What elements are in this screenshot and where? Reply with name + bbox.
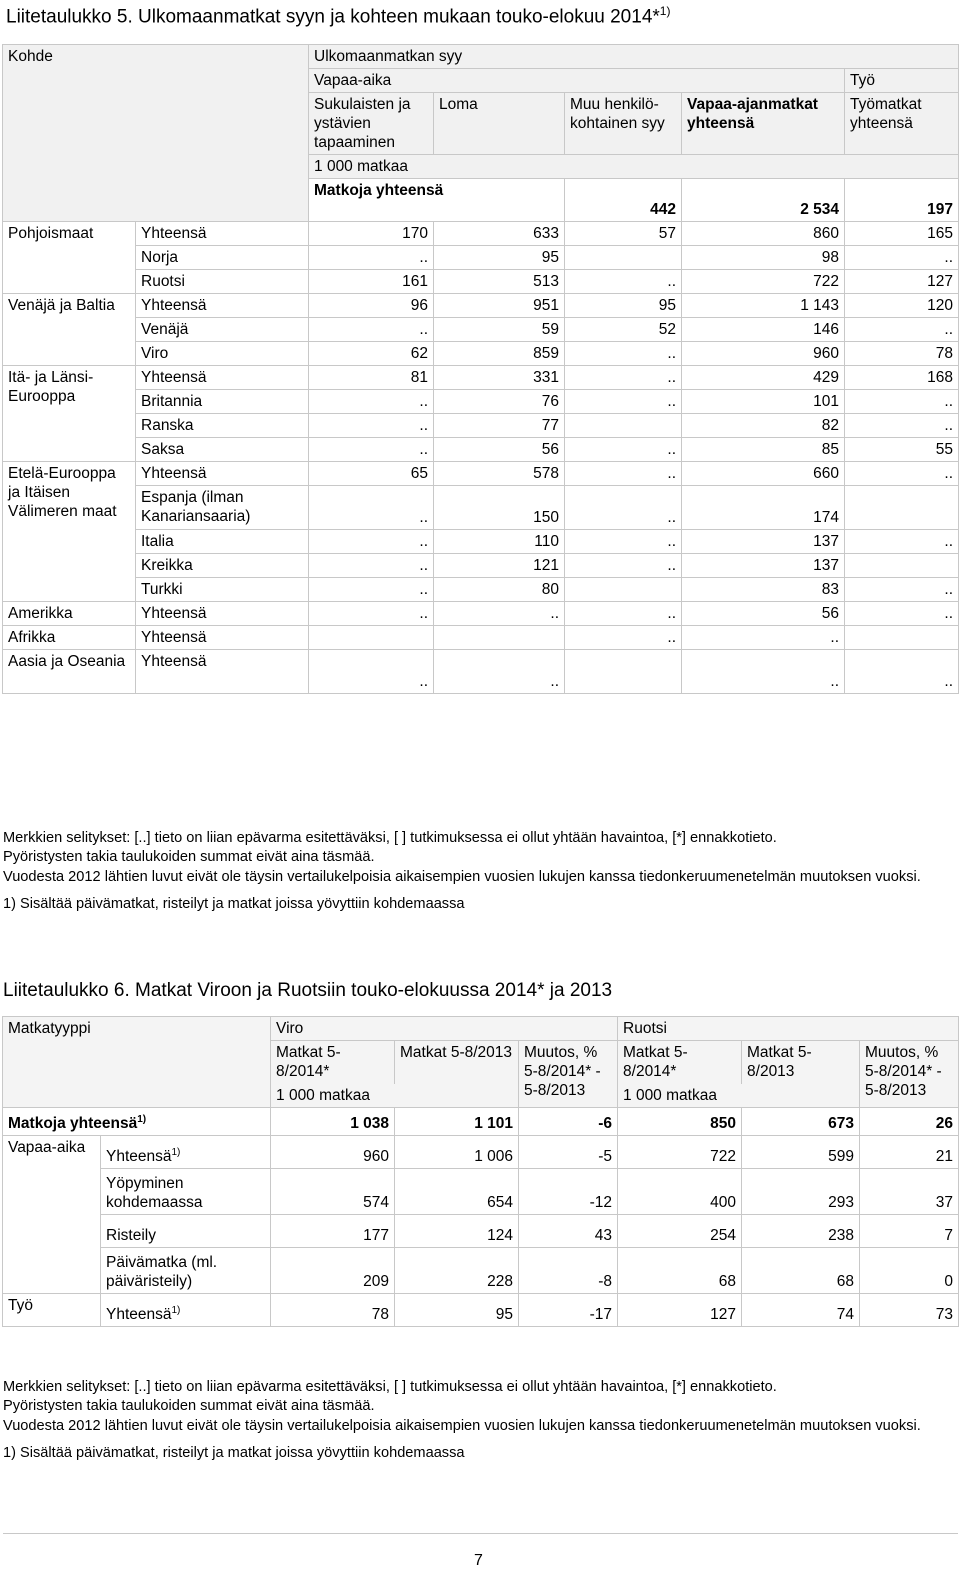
cell: .. [565, 390, 682, 414]
cell: .. [309, 486, 434, 530]
cell: 960 [682, 342, 845, 366]
cell: 83 [682, 578, 845, 602]
cell: .. [309, 602, 434, 626]
row-group-label: Aasia ja Oseania [3, 650, 136, 694]
cell: 513 [434, 270, 565, 294]
cell: .. [565, 366, 682, 390]
table-row [3, 626, 959, 650]
table-row [3, 578, 959, 602]
cell [845, 554, 959, 578]
cell: 722 [618, 1136, 742, 1169]
cell: .. [309, 650, 434, 694]
cell: 127 [618, 1294, 742, 1327]
row-label: Turkki [136, 578, 309, 602]
note-rounding: Pyöristysten takia taulukoiden summat eivät aina täsmää. [3, 849, 375, 866]
cell: 197 [845, 179, 959, 222]
row-group-label: Etelä-Eurooppa ja Itäisen Välimeren maat [3, 462, 136, 602]
cell: 578 [434, 462, 565, 486]
note-rounding: Pyöristysten takia taulukoiden summat eivät aina täsmää. [3, 1398, 375, 1415]
row-label: Ruotsi [136, 270, 309, 294]
note-legend: Merkkien selitykset: [..] tieto on liian epävarma esitettäväksi, [ ] tutkimuksessa ei ollut yhtään havaintoa, [*] ennakkotieto. [3, 830, 777, 846]
row-group-label: Vapaa-aika [3, 1136, 101, 1294]
cell: 1 038 [271, 1108, 395, 1136]
table-row [3, 602, 959, 626]
cell: 85 [682, 438, 845, 462]
header-syy: Ulkomaanmatkan syy [309, 45, 959, 69]
table-row [3, 294, 959, 318]
table-row [3, 530, 959, 554]
cell: 68 [742, 1248, 860, 1294]
cell: .. [845, 602, 959, 626]
row-label: Italia [136, 530, 309, 554]
header-viro-muutos: Muutos, % 5-8/2014* - 5-8/2013 [519, 1041, 618, 1108]
note-comparability: Vuodesta 2012 lähtien luvut eivät ole täysin vertailukelpoisia aikaisempien vuosien lukujen kanssa tiedonkeruumenetelmän muutoksen vuoksi. [3, 868, 921, 885]
cell: 146 [682, 318, 845, 342]
cell [845, 486, 959, 530]
cell: .. [309, 438, 434, 462]
row-label: Viro [136, 342, 309, 366]
row-label: Yhteensä$^{1)}$ [101, 1294, 271, 1327]
cell: 81 [309, 366, 434, 390]
table6-total-row [3, 1108, 959, 1136]
cell: 150 [434, 486, 565, 530]
table-row [3, 1136, 959, 1169]
table6-title: Liitetaulukko 6. Matkat Viroon ja Ruotsiin touko-elokuussa 2014* ja 2013 [3, 980, 613, 1001]
cell: .. [565, 462, 682, 486]
cell: .. [845, 578, 959, 602]
row-label: Yhteensä [136, 626, 309, 650]
cell: 77 [434, 414, 565, 438]
row-label: Risteily [101, 1215, 271, 1248]
table-row [3, 222, 959, 246]
table6-notes [3, 1378, 958, 1464]
row-group-label: Afrikka [3, 626, 136, 650]
cell: 78 [845, 342, 959, 366]
table5-title: Liitetaulukko 5. Ulkomaanmatkat syyn ja kohteen mukaan touko-elokuu 2014*$^{1)}$ [6, 4, 671, 28]
cell: 101 [682, 390, 845, 414]
note-legend: Merkkien selitykset: [..] tieto on liian epävarma esitettäväksi, [ ] tutkimuksessa ei ollut yhtään havaintoa, [*] ennakkotieto. [3, 1379, 777, 1395]
row-label: Yhteensä [136, 222, 309, 246]
header-ruotsi-muutos: Muutos, % 5-8/2014* - 5-8/2013 [860, 1041, 959, 1108]
cell: 859 [434, 342, 565, 366]
cell: 1 143 [682, 294, 845, 318]
cell: .. [845, 414, 959, 438]
cell: 960 [271, 1136, 395, 1169]
note-footnote: 1) Sisältää päivämatkat, risteilyt ja matkat joissa yövyttiin kohdemaassa [3, 896, 465, 913]
cell: 1 101 [395, 1108, 519, 1136]
cell: .. [309, 578, 434, 602]
cell: .. [682, 626, 845, 650]
cell: 127 [845, 270, 959, 294]
note-footnote: 1) Sisältää päivämatkat, risteilyt ja matkat joissa yövyttiin kohdemaassa [3, 1445, 465, 1462]
header-viro-2014: Matkat 5-8/2014* [271, 1041, 395, 1084]
cell: 331 [434, 366, 565, 390]
cell: 654 [395, 1169, 519, 1215]
row-label: Espanja (ilman Kanariansaaria) [136, 486, 309, 530]
row-label: Päivämatka (ml. päiväristeily) [101, 1248, 271, 1294]
cell: 673 [742, 1108, 860, 1136]
cell [565, 414, 682, 438]
cell: .. [565, 486, 682, 530]
cell: .. [845, 246, 959, 270]
cell [309, 626, 434, 650]
row-label: Yhteensä [136, 294, 309, 318]
cell: 95 [395, 1294, 519, 1327]
cell: 120 [845, 294, 959, 318]
table-row [3, 1294, 959, 1327]
cell: 633 [434, 222, 565, 246]
cell: 254 [618, 1215, 742, 1248]
header-kohde: Kohde [3, 45, 309, 222]
table-row [3, 366, 959, 390]
cell: 850 [618, 1108, 742, 1136]
row-label: Venäjä [136, 318, 309, 342]
cell: 442 [565, 179, 682, 222]
table-row [3, 342, 959, 366]
header-ruotsi-2013: Matkat 5-8/2013 [742, 1041, 860, 1084]
cell: 209 [271, 1248, 395, 1294]
row-label: Yhteensä [136, 650, 309, 694]
table-row [3, 650, 959, 694]
table5-notes [3, 829, 958, 915]
header-ruotsi-unit: 1 000 matkaa [618, 1084, 860, 1108]
cell: -12 [519, 1169, 618, 1215]
cell: 722 [682, 270, 845, 294]
cell: 80 [434, 578, 565, 602]
header-viro-unit: 1 000 matkaa [271, 1084, 519, 1108]
cell: 170 [309, 222, 434, 246]
row-label: Kreikka [136, 554, 309, 578]
row-label: Yhteensä [136, 602, 309, 626]
cell: 98 [682, 246, 845, 270]
table-row [3, 270, 959, 294]
cell: .. [309, 530, 434, 554]
table6 [2, 1016, 959, 1327]
table-row [3, 1169, 959, 1215]
header-ruotsi-2014: Matkat 5-8/2014* [618, 1041, 742, 1084]
cell: .. [434, 650, 565, 694]
header-unit: 1 000 matkaa [309, 155, 959, 179]
cell: .. [434, 602, 565, 626]
cell: 55 [845, 438, 959, 462]
cell: 137 [682, 554, 845, 578]
cell: 599 [742, 1136, 860, 1169]
cell: 860 [682, 222, 845, 246]
header-col1: Sukulaisten ja ystävien tapaaminen [309, 93, 434, 155]
cell: 124 [395, 1215, 519, 1248]
cell: -6 [519, 1108, 618, 1136]
header-vapaa-aika: Vapaa-aika [309, 69, 845, 93]
cell: 37 [860, 1169, 959, 1215]
cell: 56 [682, 602, 845, 626]
cell: .. [845, 390, 959, 414]
row-label: Yhteensä [136, 462, 309, 486]
cell: 95 [565, 294, 682, 318]
cell: 59 [434, 318, 565, 342]
cell: .. [309, 554, 434, 578]
table-row [3, 554, 959, 578]
cell: 74 [742, 1294, 860, 1327]
header-col4: Vapaa-ajanmatkat yhteensä [682, 93, 845, 155]
cell: 1 006 [395, 1136, 519, 1169]
row-label: Yhteensä$^{1)}$ [101, 1136, 271, 1169]
cell: .. [565, 554, 682, 578]
cell: -8 [519, 1248, 618, 1294]
cell: 57 [565, 222, 682, 246]
table-row [3, 486, 959, 530]
cell: .. [309, 318, 434, 342]
cell: 174 [682, 486, 845, 530]
table5 [2, 44, 959, 694]
cell: 137 [682, 530, 845, 554]
table-row [3, 318, 959, 342]
row-group-label: Amerikka [3, 602, 136, 626]
cell [565, 246, 682, 270]
cell: 62 [309, 342, 434, 366]
total-label: Matkoja yhteensä [309, 179, 565, 222]
cell: 121 [434, 554, 565, 578]
cell: .. [845, 318, 959, 342]
note-comparability: Vuodesta 2012 lähtien luvut eivät ole täysin vertailukelpoisia aikaisempien vuosien lukujen kanssa tiedonkeruumenetelmän muutoksen vuoksi. [3, 1417, 921, 1434]
cell: 574 [271, 1169, 395, 1215]
header-col2: Loma [434, 93, 565, 155]
header-ruotsi: Ruotsi [618, 1017, 959, 1041]
cell: 82 [682, 414, 845, 438]
cell: 65 [309, 462, 434, 486]
cell: 168 [845, 366, 959, 390]
cell: 76 [434, 390, 565, 414]
cell: .. [565, 602, 682, 626]
cell: 951 [434, 294, 565, 318]
cell: 73 [860, 1294, 959, 1327]
cell: .. [309, 390, 434, 414]
row-label: Yöpyminen kohdemaassa [101, 1169, 271, 1215]
cell: -17 [519, 1294, 618, 1327]
total-label: Matkoja yhteensä$^{1)}$ [3, 1108, 271, 1136]
cell: 7 [860, 1215, 959, 1248]
cell: .. [565, 438, 682, 462]
cell [845, 626, 959, 650]
cell: 26 [860, 1108, 959, 1136]
cell [434, 626, 565, 650]
cell: 0 [860, 1248, 959, 1294]
cell: 660 [682, 462, 845, 486]
cell: 177 [271, 1215, 395, 1248]
header-tyo: Työ [845, 69, 959, 93]
cell: 68 [618, 1248, 742, 1294]
cell [565, 578, 682, 602]
cell: 165 [845, 222, 959, 246]
cell: .. [845, 462, 959, 486]
cell: 228 [395, 1248, 519, 1294]
row-label: Britannia [136, 390, 309, 414]
cell: 95 [434, 246, 565, 270]
cell: .. [565, 626, 682, 650]
cell: 238 [742, 1215, 860, 1248]
cell: 429 [682, 366, 845, 390]
cell: 161 [309, 270, 434, 294]
table-row [3, 1215, 959, 1248]
cell: 293 [742, 1169, 860, 1215]
cell: .. [565, 270, 682, 294]
cell: 400 [618, 1169, 742, 1215]
header-col3: Muu henkilö-kohtainen syy [565, 93, 682, 155]
cell: 96 [309, 294, 434, 318]
header-matkatyyppi: Matkatyyppi [3, 1017, 271, 1108]
cell: 2 534 [682, 179, 845, 222]
cell: .. [565, 530, 682, 554]
table-row [3, 462, 959, 486]
page-number: 7 [474, 1552, 483, 1569]
header-col5: Työmatkat yhteensä [845, 93, 959, 155]
table-row [3, 246, 959, 270]
row-label: Yhteensä [136, 366, 309, 390]
cell: .. [309, 246, 434, 270]
row-label: Ranska [136, 414, 309, 438]
row-group-label: Pohjoismaat [3, 222, 136, 294]
row-group-label: Työ [3, 1294, 101, 1327]
cell: .. [682, 650, 845, 694]
footer-divider [3, 1533, 958, 1534]
cell: -5 [519, 1136, 618, 1169]
row-label: Saksa [136, 438, 309, 462]
cell: .. [309, 414, 434, 438]
cell: .. [565, 342, 682, 366]
cell: .. [845, 650, 959, 694]
cell: .. [845, 530, 959, 554]
table-row [3, 438, 959, 462]
cell: 56 [434, 438, 565, 462]
table-row [3, 390, 959, 414]
row-group-label: Venäjä ja Baltia [3, 294, 136, 366]
header-viro: Viro [271, 1017, 618, 1041]
cell: 110 [434, 530, 565, 554]
table-row [3, 414, 959, 438]
row-label: Norja [136, 246, 309, 270]
header-viro-2013: Matkat 5-8/2013 [395, 1041, 519, 1084]
cell: 52 [565, 318, 682, 342]
cell [565, 650, 682, 694]
cell: 43 [519, 1215, 618, 1248]
row-group-label: Itä- ja Länsi-Eurooppa [3, 366, 136, 462]
table-row [3, 1248, 959, 1294]
cell: 78 [271, 1294, 395, 1327]
cell: 21 [860, 1136, 959, 1169]
